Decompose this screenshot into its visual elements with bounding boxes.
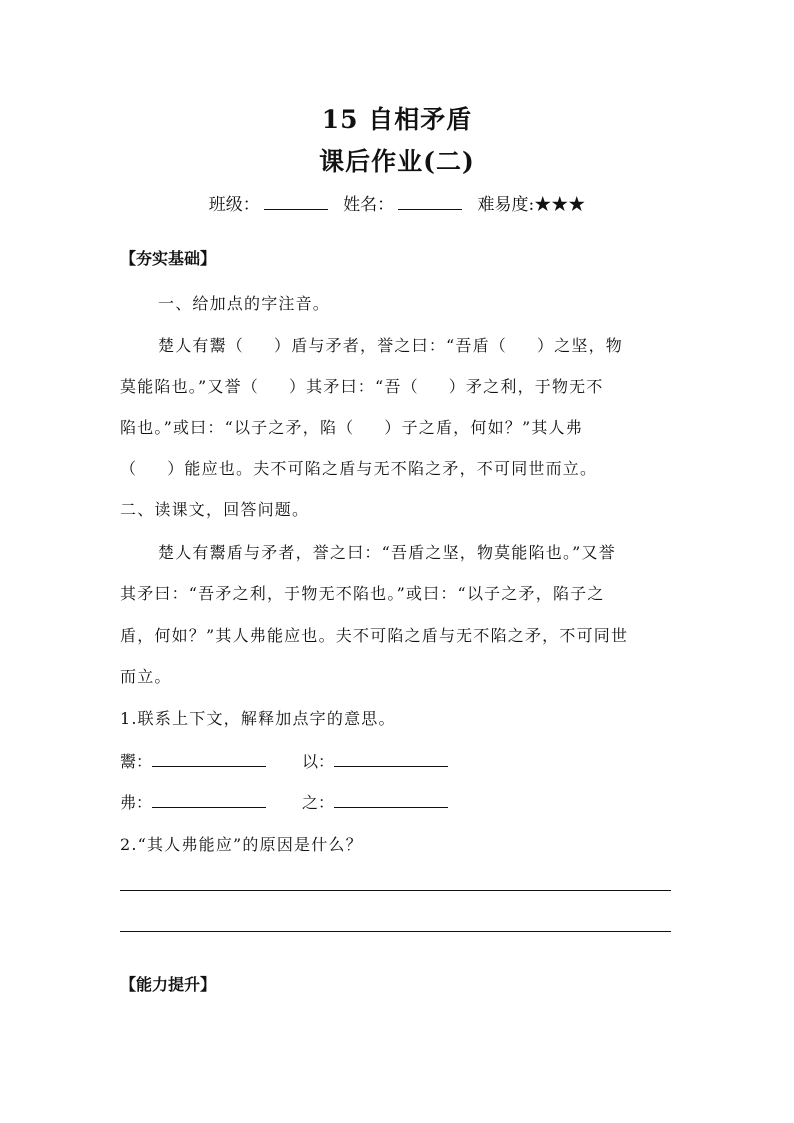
- definition-row: [120, 790, 448, 813]
- answer-line[interactable]: [120, 931, 671, 932]
- lesson-title: 15 自相矛盾: [321, 105, 473, 134]
- class-label: 班级：: [208, 195, 260, 215]
- subquestion-2: 2.“其人弗能应”的原因是什么？: [120, 835, 363, 854]
- definition-row: [120, 749, 448, 772]
- q1-passage-line: 楚人有鬻（ ）盾与矛者，誉之曰：“吾盾（ ）之坚，物: [158, 336, 624, 355]
- subquestion-1: 1.联系上下文，解释加点字的意思。: [120, 709, 396, 728]
- q1-passage-line: 莫能陷也。”又誉（ ）其矛曰：“吾（ ）矛之利，于物无不: [120, 377, 604, 396]
- question-2-title: 二、读课文，回答问题。: [120, 500, 310, 519]
- difficulty-label: 难易度:: [477, 195, 535, 215]
- q1-passage-line: （ ）能应也。夫不可陷之盾与无不陷之矛，不可同世而立。: [120, 459, 598, 478]
- question-1-title: 一、给加点的字注音。: [158, 294, 331, 313]
- answer-blank[interactable]: [152, 793, 266, 808]
- section-heading-advanced: 【能力提升】: [120, 975, 217, 994]
- q1-passage-line: 陷也。”或曰：“以子之矛，陷（ ）子之盾，何如？”其人弗: [120, 418, 583, 437]
- field-label: 以：: [302, 752, 335, 771]
- name-blank[interactable]: [398, 195, 462, 210]
- passage-line: 楚人有鬻盾与矛者，誉之曰：“吾盾之坚，物莫能陷也。”又誉: [158, 543, 616, 562]
- answer-blank[interactable]: [152, 752, 266, 767]
- passage-line: 而立。: [120, 667, 172, 686]
- difficulty-stars: ★★★: [534, 195, 586, 215]
- name-label: 姓名：: [343, 195, 395, 215]
- field-label: 鬻：: [120, 752, 153, 771]
- section-heading-basics: 【夯实基础】: [120, 249, 217, 268]
- field-label: 之：: [302, 793, 335, 812]
- student-info-row: [0, 190, 794, 215]
- class-blank[interactable]: [264, 195, 328, 210]
- worksheet-subtitle: 课后作业(二): [319, 147, 475, 176]
- answer-blank[interactable]: [334, 752, 448, 767]
- passage-line: 盾，何如？”其人弗能应也。夫不可陷之盾与无不陷之矛，不可同世: [120, 626, 629, 645]
- answer-line[interactable]: [120, 890, 671, 891]
- passage-line: 其矛曰：“吾矛之利，于物无不陷也。”或曰：“以子之矛，陷子之: [120, 584, 605, 603]
- answer-blank[interactable]: [334, 793, 448, 808]
- field-label: 弗：: [120, 793, 153, 812]
